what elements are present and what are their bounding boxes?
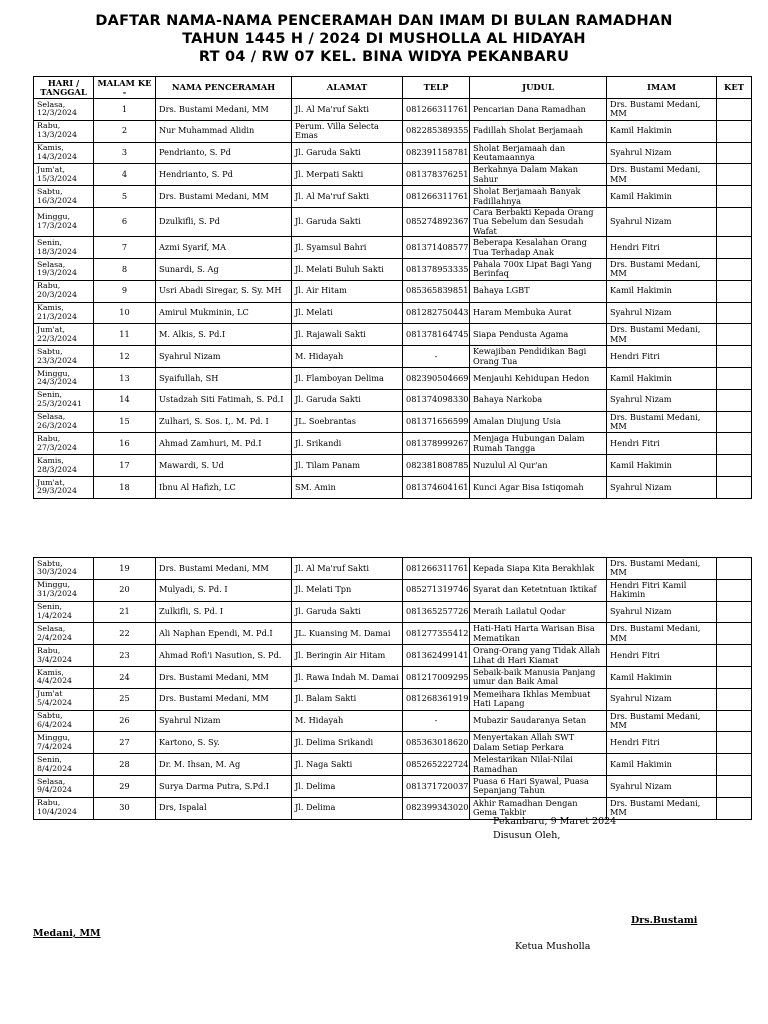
- cell-ket: [717, 120, 752, 142]
- cell-judul: Cara Berbakti Kepada Orang Tua Sebelum dan Sesudah Wafat: [470, 207, 607, 236]
- cell-judul: Mubazir Saudaranya Setan: [470, 710, 607, 732]
- cell-judul: Puasa 6 Hari Syawal, Puasa Sepanjang Tahun: [470, 775, 607, 797]
- cell-judul: Nuzulul Al Qur'an: [470, 455, 607, 477]
- col-header-judul: JUDUL: [470, 77, 607, 99]
- schedule-table-part-2: [33, 557, 752, 820]
- cell-alamat: Jl. Naga Sakti: [292, 754, 403, 776]
- cell-penceramah: Nur Muhammad Alidin: [156, 120, 292, 142]
- col-header-ket: KET: [717, 77, 752, 99]
- cell-tanggal: Minggu, 31/3/2024: [34, 579, 94, 601]
- cell-imam: Drs. Bustami Medani, MM: [607, 710, 717, 732]
- table-row: [34, 411, 752, 433]
- cell-tanggal: Selasa, 9/4/2024: [34, 775, 94, 797]
- cell-malam-ke: 26: [94, 710, 156, 732]
- cell-malam-ke: 9: [94, 280, 156, 302]
- cell-penceramah: Usri Abadi Siregar, S. Sy. MH: [156, 280, 292, 302]
- cell-imam: Syahrul Nizam: [607, 207, 717, 236]
- cell-malam-ke: 16: [94, 433, 156, 455]
- cell-telp: 081282750443: [403, 302, 470, 324]
- cell-ket: [717, 732, 752, 754]
- table-row: [34, 207, 752, 236]
- cell-judul: Memeihara Ikhlas Membuat Hati Lapang: [470, 688, 607, 710]
- cell-penceramah: Dr. M. Ihsan, M. Ag: [156, 754, 292, 776]
- title-line-2: TAHUN 1445 H / 2024 DI MUSHOLLA AL HIDAYAH: [182, 31, 586, 47]
- cell-judul: Bahaya LGBT: [470, 280, 607, 302]
- cell-telp: 081362499141: [403, 645, 470, 667]
- title-line-3: RT 04 / RW 07 KEL. BINA WIDYA PEKANBARU: [198, 49, 570, 65]
- cell-alamat: Jl. Srikandi: [292, 433, 403, 455]
- col-header-imam: IMAM: [607, 77, 717, 99]
- cell-tanggal: Jum'at 5/4/2024: [34, 688, 94, 710]
- cell-imam: Drs. Bustami Medani, MM: [607, 411, 717, 433]
- cell-malam-ke: 22: [94, 623, 156, 645]
- table-header-row: [34, 77, 752, 99]
- cell-ket: [717, 237, 752, 259]
- table-row: [34, 120, 752, 142]
- cell-imam: Kamil Hakimin: [607, 754, 717, 776]
- cell-tanggal: Jum'at, 15/3/2024: [34, 164, 94, 186]
- cell-judul: Sholat Berjamaah dan Keutamaannya: [470, 142, 607, 164]
- schedule-rows-part-2: [34, 558, 752, 820]
- table-row: [34, 164, 752, 186]
- cell-tanggal: Minggu, 24/3/2024: [34, 367, 94, 389]
- cell-telp: 081266311761: [403, 99, 470, 121]
- schedule-rows-part-1: [34, 99, 752, 499]
- cell-alamat: Jl. Tilam Panam: [292, 455, 403, 477]
- cell-telp: 081266311761: [403, 558, 470, 580]
- cell-ket: [717, 389, 752, 411]
- cell-tanggal: Minggu, 7/4/2024: [34, 732, 94, 754]
- cell-telp: 081371720037: [403, 775, 470, 797]
- cell-judul: Beberapa Kesalahan Orang Tua Terhadap Anak: [470, 237, 607, 259]
- cell-imam: Kamil Hakimin: [607, 367, 717, 389]
- schedule-table-part-1: [33, 76, 752, 499]
- cell-malam-ke: 25: [94, 688, 156, 710]
- cell-judul: Sholat Berjamaah Banyak Fadillahnya: [470, 186, 607, 208]
- cell-penceramah: Drs, Ispalal: [156, 797, 292, 819]
- cell-imam: Syahrul Nizam: [607, 601, 717, 623]
- cell-penceramah: Mulyadi, S. Pd. I: [156, 579, 292, 601]
- cell-judul: Amalan Diujung Usia: [470, 411, 607, 433]
- cell-penceramah: Ustadzah Siti Fatimah, S. Pd.I: [156, 389, 292, 411]
- table-row: [34, 186, 752, 208]
- cell-telp: 082381808785: [403, 455, 470, 477]
- cell-judul: Siapa Pendusta Agama: [470, 324, 607, 346]
- cell-alamat: M. Hidayah: [292, 710, 403, 732]
- cell-malam-ke: 7: [94, 237, 156, 259]
- table-row: [34, 754, 752, 776]
- cell-penceramah: Sunardi, S. Ag: [156, 259, 292, 281]
- cell-judul: Menjaga Hubungan Dalam Rumah Tangga: [470, 433, 607, 455]
- table-row: [34, 455, 752, 477]
- cell-penceramah: Drs. Bustami Medani, MM: [156, 558, 292, 580]
- cell-ket: [717, 688, 752, 710]
- table-row: [34, 645, 752, 667]
- cell-tanggal: Rabu, 13/3/2024: [34, 120, 94, 142]
- cell-alamat: Jl. Garuda Sakti: [292, 142, 403, 164]
- table-row: [34, 558, 752, 580]
- cell-malam-ke: 24: [94, 666, 156, 688]
- col-header-hari-tanggal: HARI / TANGGAL: [34, 77, 94, 99]
- cell-ket: [717, 367, 752, 389]
- cell-malam-ke: 3: [94, 142, 156, 164]
- table-row: [34, 280, 752, 302]
- cell-imam: Kamil Hakimin: [607, 455, 717, 477]
- title-line-1: DAFTAR NAMA-NAMA PENCERAMAH DAN IMAM DI BULAN RAMADHAN: [95, 13, 673, 29]
- cell-ket: [717, 346, 752, 368]
- col-header-nama-penceramah: NAMA PENCERAMAH: [156, 77, 292, 99]
- table-row: [34, 142, 752, 164]
- cell-ket: [717, 99, 752, 121]
- table-row: [34, 666, 752, 688]
- table-row: [34, 324, 752, 346]
- table-row: [34, 433, 752, 455]
- table-row: [34, 601, 752, 623]
- cell-alamat: Jl. Rajawali Sakti: [292, 324, 403, 346]
- cell-telp: 081378164745: [403, 324, 470, 346]
- cell-tanggal: Kamis, 21/3/2024: [34, 302, 94, 324]
- cell-penceramah: Dzulkifli, S. Pd: [156, 207, 292, 236]
- table-row: [34, 732, 752, 754]
- cell-ket: [717, 411, 752, 433]
- cell-ket: [717, 579, 752, 601]
- cell-telp: 081268361919: [403, 688, 470, 710]
- cell-telp: -: [403, 346, 470, 368]
- cell-penceramah: Amirul Mukminin, LC: [156, 302, 292, 324]
- cell-alamat: Jl. Delima: [292, 775, 403, 797]
- cell-alamat: Jl. Melati Buluh Sakti: [292, 259, 403, 281]
- table-row: [34, 623, 752, 645]
- table-row: [34, 579, 752, 601]
- cell-alamat: Perum. Villa Selecta Emas: [292, 120, 403, 142]
- cell-judul: Akhir Ramadhan Dengan Gema Takbir: [470, 797, 607, 819]
- cell-judul: Kepada Siapa Kita Berakhlak: [470, 558, 607, 580]
- cell-imam: Kamil Hakimin: [607, 120, 717, 142]
- table-row: [34, 797, 752, 819]
- cell-alamat: SM. Amin: [292, 476, 403, 498]
- signer-title: Ketua Musholla: [515, 941, 591, 952]
- cell-judul: Orang-Orang yang Tidak Allah Lihat di Hari Kiamat: [470, 645, 607, 667]
- cell-ket: [717, 164, 752, 186]
- cell-tanggal: Selasa, 12/3/2024: [34, 99, 94, 121]
- cell-malam-ke: 13: [94, 367, 156, 389]
- cell-telp: 085274892367: [403, 207, 470, 236]
- cell-penceramah: M. Alkis, S. Pd.I: [156, 324, 292, 346]
- cell-penceramah: Ali Naphan Ependi, M. Pd.I: [156, 623, 292, 645]
- cell-ket: [717, 558, 752, 580]
- table-row: [34, 367, 752, 389]
- cell-penceramah: Hendrianto, S. Pd: [156, 164, 292, 186]
- cell-alamat: Jl. Garuda Sakti: [292, 389, 403, 411]
- cell-malam-ke: 4: [94, 164, 156, 186]
- cell-telp: 081217009295: [403, 666, 470, 688]
- cell-alamat: Jl. Balam Sakti: [292, 688, 403, 710]
- cell-tanggal: Sabtu, 16/3/2024: [34, 186, 94, 208]
- cell-malam-ke: 1: [94, 99, 156, 121]
- cell-penceramah: Drs. Bustami Medani, MM: [156, 99, 292, 121]
- cell-alamat: Jl. Melati Tpn: [292, 579, 403, 601]
- cell-telp: 085365839851: [403, 280, 470, 302]
- table-row: [34, 688, 752, 710]
- cell-telp: 082391158781: [403, 142, 470, 164]
- cell-alamat: Jl. Al Ma'ruf Sakti: [292, 186, 403, 208]
- cell-alamat: JL. Soebrantas: [292, 411, 403, 433]
- cell-ket: [717, 623, 752, 645]
- cell-ket: [717, 142, 752, 164]
- place-date: Pekanbaru, 9 Maret 2024: [493, 816, 617, 827]
- cell-malam-ke: 12: [94, 346, 156, 368]
- cell-alamat: Jl. Merpati Sakti: [292, 164, 403, 186]
- cell-telp: 081371656599: [403, 411, 470, 433]
- cell-ket: [717, 710, 752, 732]
- cell-penceramah: Syahrul Nizam: [156, 346, 292, 368]
- cell-imam: Drs. Bustami Medani, MM: [607, 558, 717, 580]
- cell-ket: [717, 601, 752, 623]
- cell-alamat: Jl. Flamboyan Delima: [292, 367, 403, 389]
- cell-ket: [717, 775, 752, 797]
- cell-telp: 082399343020: [403, 797, 470, 819]
- cell-judul: Syarat dan Ketetntuan Iktikaf: [470, 579, 607, 601]
- cell-imam: Syahrul Nizam: [607, 142, 717, 164]
- cell-imam: Syahrul Nizam: [607, 775, 717, 797]
- cell-malam-ke: 10: [94, 302, 156, 324]
- cell-telp: 085363018620: [403, 732, 470, 754]
- cell-tanggal: Kamis, 14/3/2024: [34, 142, 94, 164]
- document-title: [0, 12, 768, 66]
- cell-imam: Kamil Hakimin: [607, 280, 717, 302]
- col-header-telp: TELP: [403, 77, 470, 99]
- cell-imam: Hendri Fitri Kamil Hakimin: [607, 579, 717, 601]
- cell-telp: 085265222724: [403, 754, 470, 776]
- cell-malam-ke: 6: [94, 207, 156, 236]
- cell-ket: [717, 433, 752, 455]
- cell-tanggal: Selasa, 2/4/2024: [34, 623, 94, 645]
- col-header-alamat: ALAMAT: [292, 77, 403, 99]
- col-header-malam-ke: MALAM KE -: [94, 77, 156, 99]
- cell-imam: Kamil Hakimin: [607, 186, 717, 208]
- cell-telp: 081374098330: [403, 389, 470, 411]
- cell-judul: Sebaik-baik Manusia Panjang umur dan Baik Amal: [470, 666, 607, 688]
- cell-malam-ke: 14: [94, 389, 156, 411]
- cell-malam-ke: 23: [94, 645, 156, 667]
- cell-alamat: Jl. Garuda Sakti: [292, 601, 403, 623]
- cell-malam-ke: 28: [94, 754, 156, 776]
- cell-ket: [717, 645, 752, 667]
- cell-imam: Drs. Bustami Medani, MM: [607, 324, 717, 346]
- cell-penceramah: Surya Darma Putra, S.Pd.I: [156, 775, 292, 797]
- cell-alamat: Jl. Delima: [292, 797, 403, 819]
- cell-judul: Haram Membuka Aurat: [470, 302, 607, 324]
- cell-tanggal: Jum'at, 29/3/2024: [34, 476, 94, 498]
- cell-penceramah: Kartono, S. Sy.: [156, 732, 292, 754]
- cell-imam: Kamil Hakimin: [607, 666, 717, 688]
- cell-tanggal: Sabtu, 6/4/2024: [34, 710, 94, 732]
- cell-penceramah: Syaifullah, SH: [156, 367, 292, 389]
- cell-alamat: JL. Kuansing M. Damai: [292, 623, 403, 645]
- cell-penceramah: Syahrul Nizam: [156, 710, 292, 732]
- cell-malam-ke: 27: [94, 732, 156, 754]
- table-row: [34, 476, 752, 498]
- cell-alamat: Jl. Rawa Indah M. Damai: [292, 666, 403, 688]
- cell-ket: [717, 280, 752, 302]
- cell-imam: Drs. Bustami Medani, MM: [607, 623, 717, 645]
- cell-imam: Drs. Bustami Medani, MM: [607, 259, 717, 281]
- table-row: [34, 389, 752, 411]
- cell-malam-ke: 30: [94, 797, 156, 819]
- cell-telp: 081378953335: [403, 259, 470, 281]
- cell-malam-ke: 2: [94, 120, 156, 142]
- cell-tanggal: Selasa, 19/3/2024: [34, 259, 94, 281]
- cell-tanggal: Senin, 1/4/2024: [34, 601, 94, 623]
- cell-malam-ke: 15: [94, 411, 156, 433]
- cell-imam: Drs. Bustami Medani, MM: [607, 99, 717, 121]
- cell-alamat: Jl. Al Ma'ruf Sakti: [292, 99, 403, 121]
- cell-tanggal: Kamis, 4/4/2024: [34, 666, 94, 688]
- cell-penceramah: Azmi Syarif, MA: [156, 237, 292, 259]
- cell-penceramah: Drs. Bustami Medani, MM: [156, 666, 292, 688]
- cell-judul: Berkahnya Dalam Makan Sahur: [470, 164, 607, 186]
- cell-telp: 085271319746: [403, 579, 470, 601]
- cell-ket: [717, 259, 752, 281]
- cell-judul: Pahala 700x Lipat Bagi Yang Berinfaq: [470, 259, 607, 281]
- cell-ket: [717, 302, 752, 324]
- cell-malam-ke: 20: [94, 579, 156, 601]
- cell-alamat: Jl. Beringin Air Hitam: [292, 645, 403, 667]
- cell-ket: [717, 186, 752, 208]
- cell-telp: 081378999267: [403, 433, 470, 455]
- cell-telp: 081277355412: [403, 623, 470, 645]
- cell-penceramah: Zulkifli, S. Pd. I: [156, 601, 292, 623]
- cell-telp: -: [403, 710, 470, 732]
- cell-ket: [717, 476, 752, 498]
- cell-alamat: Jl. Al Ma'ruf Sakti: [292, 558, 403, 580]
- cell-tanggal: Rabu, 10/4/2024: [34, 797, 94, 819]
- cell-malam-ke: 19: [94, 558, 156, 580]
- cell-tanggal: Senin, 25/3/20241: [34, 389, 94, 411]
- table-row: [34, 775, 752, 797]
- table-row: [34, 259, 752, 281]
- signer-name-part-2: Medani, MM: [33, 928, 101, 939]
- cell-tanggal: Rabu, 27/3/2024: [34, 433, 94, 455]
- cell-penceramah: Ahmad Zamhuri, M. Pd.I: [156, 433, 292, 455]
- cell-telp: 081266311761: [403, 186, 470, 208]
- cell-telp: 081374604161: [403, 476, 470, 498]
- table-row: [34, 346, 752, 368]
- cell-imam: Hendri Fitri: [607, 645, 717, 667]
- cell-malam-ke: 18: [94, 476, 156, 498]
- cell-tanggal: Minggu, 17/3/2024: [34, 207, 94, 236]
- cell-penceramah: Ahmad Rofi'i Nasution, S. Pd.: [156, 645, 292, 667]
- table-row: [34, 302, 752, 324]
- cell-imam: Syahrul Nizam: [607, 302, 717, 324]
- cell-imam: Drs. Bustami Medani, MM: [607, 164, 717, 186]
- cell-malam-ke: 11: [94, 324, 156, 346]
- cell-tanggal: Rabu, 20/3/2024: [34, 280, 94, 302]
- cell-tanggal: Sabtu, 30/3/2024: [34, 558, 94, 580]
- cell-tanggal: Senin, 8/4/2024: [34, 754, 94, 776]
- cell-imam: Hendri Fitri: [607, 237, 717, 259]
- cell-judul: Fadillah Sholat Berjamaah: [470, 120, 607, 142]
- cell-penceramah: Zulhari, S. Sos. I,. M. Pd. I: [156, 411, 292, 433]
- table-row: [34, 237, 752, 259]
- cell-judul: Meraih Lailatul Qodar: [470, 601, 607, 623]
- compiled-by-label: Disusun Oleh,: [493, 830, 561, 841]
- cell-ket: [717, 797, 752, 819]
- cell-penceramah: Drs. Bustami Medani, MM: [156, 186, 292, 208]
- cell-judul: Kewajiban Pendidikan Bagi Orang Tua: [470, 346, 607, 368]
- cell-imam: Drs. Bustami Medani, MM: [607, 797, 717, 819]
- cell-malam-ke: 17: [94, 455, 156, 477]
- cell-judul: Bahaya Narkoba: [470, 389, 607, 411]
- cell-telp: 081371408577: [403, 237, 470, 259]
- cell-penceramah: Ibnu Al Hafizh, LC: [156, 476, 292, 498]
- cell-alamat: Jl. Garuda Sakti: [292, 207, 403, 236]
- table-row: [34, 710, 752, 732]
- table-row: [34, 99, 752, 121]
- cell-alamat: Jl. Delima Srikandi: [292, 732, 403, 754]
- cell-alamat: Jl. Air Hitam: [292, 280, 403, 302]
- cell-ket: [717, 666, 752, 688]
- cell-judul: Menyertakan Allah SWT Dalam Setiap Perkara: [470, 732, 607, 754]
- cell-malam-ke: 29: [94, 775, 156, 797]
- cell-imam: Syahrul Nizam: [607, 476, 717, 498]
- cell-judul: Kunci Agar Bisa Istiqomah: [470, 476, 607, 498]
- cell-telp: 082285389355: [403, 120, 470, 142]
- cell-malam-ke: 5: [94, 186, 156, 208]
- cell-telp: 081365257726: [403, 601, 470, 623]
- cell-alamat: M. Hidayah: [292, 346, 403, 368]
- cell-ket: [717, 455, 752, 477]
- cell-alamat: Jl. Syamsul Bahri: [292, 237, 403, 259]
- cell-imam: Hendri Fitri: [607, 346, 717, 368]
- cell-imam: Syahrul Nizam: [607, 389, 717, 411]
- cell-telp: 082390504669: [403, 367, 470, 389]
- cell-alamat: Jl. Melati: [292, 302, 403, 324]
- cell-ket: [717, 324, 752, 346]
- signer-name-part-1: Drs.Bustami: [631, 915, 698, 926]
- cell-penceramah: Mawardi, S. Ud: [156, 455, 292, 477]
- cell-imam: Hendri Fitri: [607, 433, 717, 455]
- cell-ket: [717, 754, 752, 776]
- cell-judul: Menjauhi Kehidupan Hedon: [470, 367, 607, 389]
- cell-tanggal: Senin, 18/3/2024: [34, 237, 94, 259]
- cell-tanggal: Rabu, 3/4/2024: [34, 645, 94, 667]
- cell-tanggal: Jum'at, 22/3/2024: [34, 324, 94, 346]
- cell-ket: [717, 207, 752, 236]
- cell-imam: Hendri Fitri: [607, 732, 717, 754]
- cell-judul: Hati-Hati Harta Warisan Bisa Mematikan: [470, 623, 607, 645]
- cell-tanggal: Kamis, 28/3/2024: [34, 455, 94, 477]
- cell-tanggal: Sabtu, 23/3/2024: [34, 346, 94, 368]
- cell-judul: Melestarikan Nilai-Nilai Ramadhan: [470, 754, 607, 776]
- cell-malam-ke: 21: [94, 601, 156, 623]
- cell-penceramah: Drs. Bustami Medani, MM: [156, 688, 292, 710]
- cell-penceramah: Pendrianto, S. Pd: [156, 142, 292, 164]
- cell-tanggal: Selasa, 26/3/2024: [34, 411, 94, 433]
- cell-judul: Pencarian Dana Ramadhan: [470, 99, 607, 121]
- cell-imam: Syahrul Nizam: [607, 688, 717, 710]
- cell-telp: 081378376251: [403, 164, 470, 186]
- cell-malam-ke: 8: [94, 259, 156, 281]
